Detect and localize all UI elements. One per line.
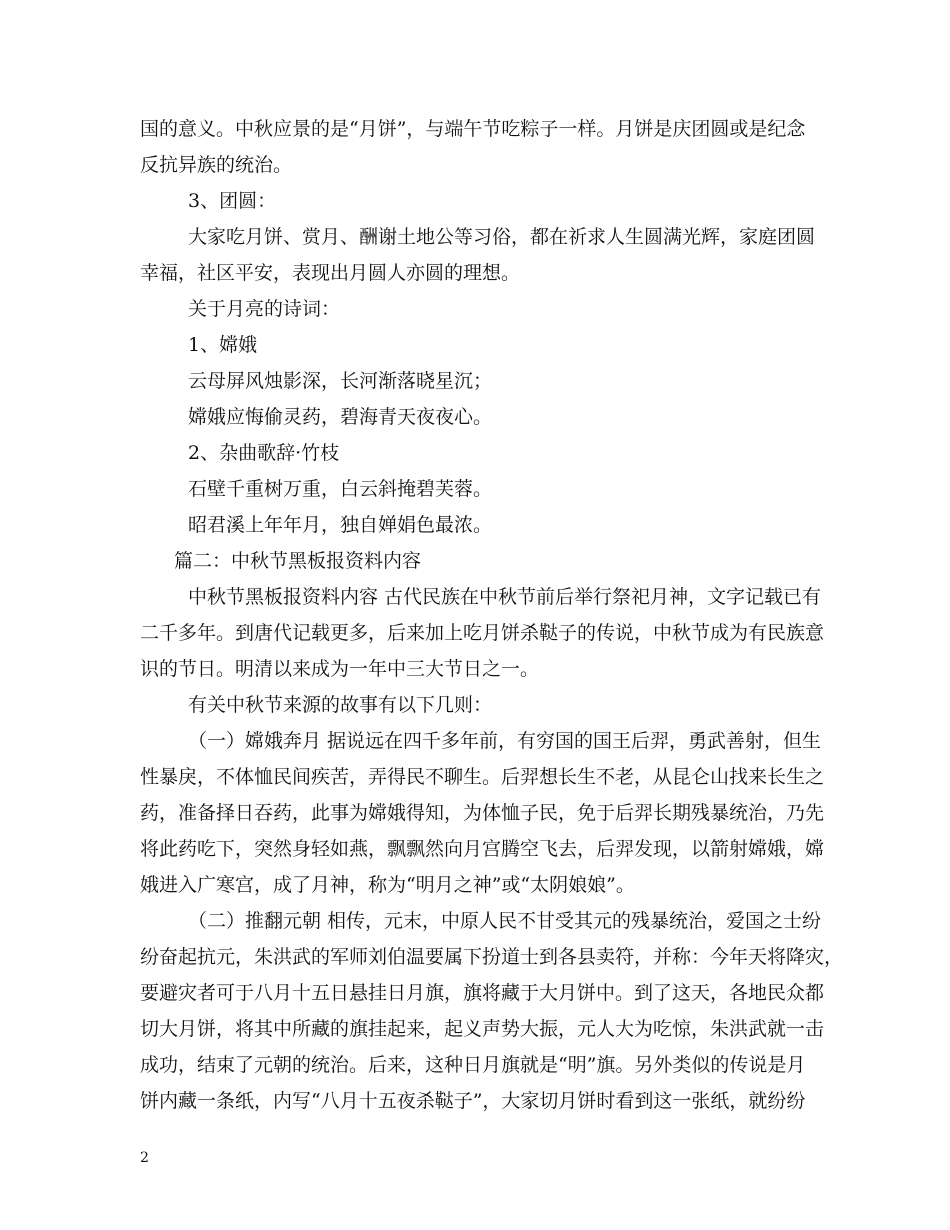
text-line: （二）推翻元朝 相传，元末，中原人民不甘受其元的残暴统治，爱国之士纷 — [188, 910, 822, 932]
text-line: 切大月饼，将其中所藏的旗挂起来，起义声势大振，元人大为吃惊，朱洪武就一击 — [140, 1018, 825, 1040]
text-line: 二千多年。到唐代记载更多，后来加上吃月饼杀鞑子的传说，中秋节成为有民族意 — [140, 622, 825, 644]
text-line: 饼内藏一条纸，内写“八月十五夜杀鞑子”，大家切月饼时看到这一张纸，就纷纷 — [140, 1090, 806, 1112]
text-line: 纷奋起抗元，朱洪武的军师刘伯温要属下扮道士到各县卖符，并称：今年天将降灾， — [140, 946, 844, 968]
text-line: 有关中秋节来源的故事有以下几则： — [188, 694, 493, 716]
text-line: 国的意义。中秋应景的是“月饼”，与端午节吃粽子一样。月饼是庆团圆或是纪念 — [140, 118, 806, 140]
text-line: 要避灾者可于八月十五日悬挂日月旗，旗将藏于大月饼中。到了这天，各地民众都 — [140, 982, 825, 1004]
text-line: 中秋节黑板报资料内容 古代民族在中秋节前后举行祭祀月神，文字记载已有 — [188, 586, 822, 608]
poem-line: 昭君溪上年年月，独自婵娟色最浓。 — [188, 514, 493, 536]
text-line: 将此药吃下，突然身轻如燕，飘飘然向月宫腾空飞去，后羿发现，以箭射嫦娥，嫦 — [140, 838, 825, 860]
text-line: 大家吃月饼、赏月、酬谢土地公等习俗，都在祈求人生圆满光辉，家庭团圆 — [188, 226, 816, 248]
page-number: 2 — [140, 1150, 149, 1166]
poem-title: 2、杂曲歌辞·竹枝 — [188, 442, 340, 464]
poem-title: 1、嫦娥 — [188, 334, 258, 356]
poem-line: 嫦娥应悔偷灵药，碧海青天夜夜心。 — [188, 406, 493, 428]
list-heading: 3、团圆： — [188, 190, 277, 212]
text-line: 幸福，社区平安，表现出月圆人亦圆的理想。 — [140, 262, 521, 284]
chapter-heading: 篇二：中秋节黑板报资料内容 — [174, 550, 422, 572]
text-line: （一）嫦娥奔月 据说远在四千多年前，有穷国的国王后羿，勇武善射，但生 — [188, 730, 822, 752]
text-line: 娥进入广寒宫，成了月神，称为“明月之神”或“太阴娘娘”。 — [140, 874, 635, 896]
poem-line: 石壁千重树万重，白云斜掩碧芙蓉。 — [188, 478, 493, 500]
poem-line: 云母屏风烛影深，长河渐落晓星沉； — [188, 370, 493, 392]
section-heading: 关于月亮的诗词： — [188, 298, 341, 320]
text-line: 成功，结束了元朝的统治。后来，这种日月旗就是“明”旗。另外类似的传说是月 — [140, 1054, 806, 1076]
text-line: 反抗异族的统治。 — [140, 154, 293, 176]
text-line: 识的节日。明清以来成为一年中三大节日之一。 — [140, 658, 540, 680]
text-line: 性暴戾，不体恤民间疾苦，弄得民不聊生。后羿想长生不老，从昆仑山找来长生之 — [140, 766, 825, 788]
text-line: 药，准备择日吞药，此事为嫦娥得知，为体恤子民，免于后羿长期残暴统治，乃先 — [140, 802, 825, 824]
